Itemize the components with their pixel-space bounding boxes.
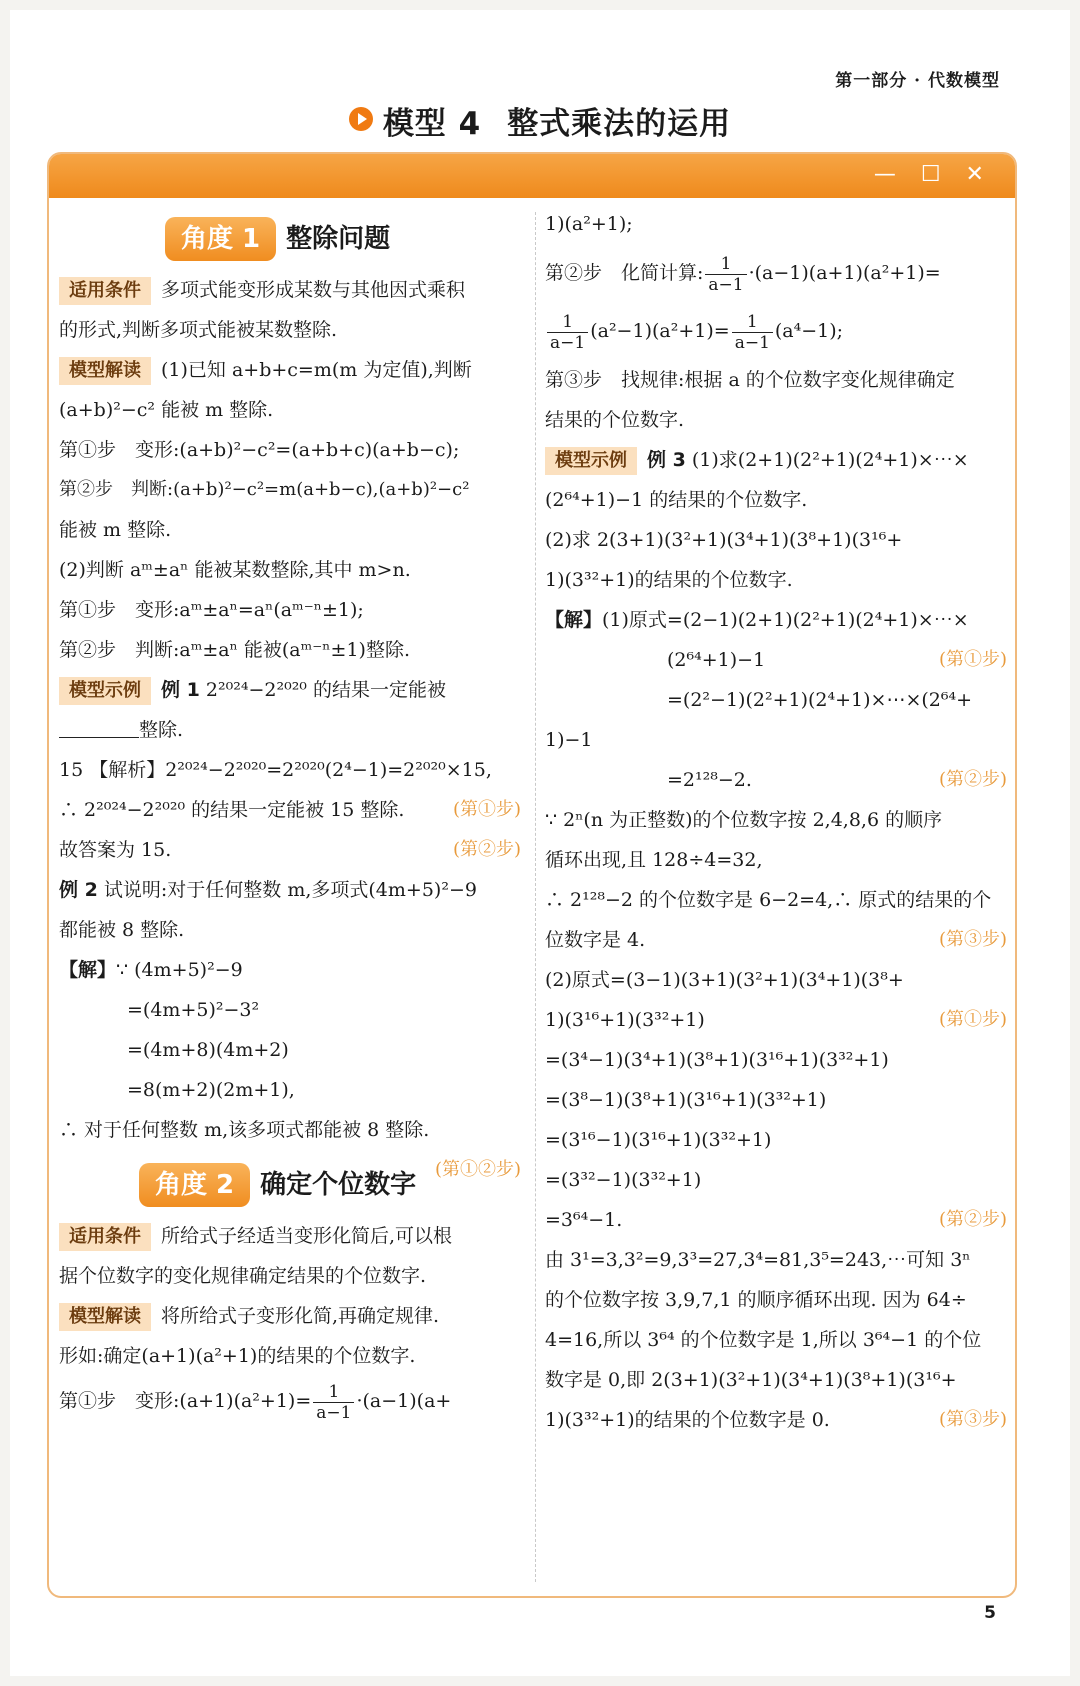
text-line: (2)判断 aᵐ±aⁿ 能被某数整除,其中 m>n. bbox=[59, 559, 411, 581]
step-marker: (第③步) bbox=[938, 1409, 1007, 1430]
step-marker: (第①步) bbox=[452, 799, 521, 820]
denominator: a−1 bbox=[734, 332, 770, 353]
page-number: 5 bbox=[984, 1603, 996, 1623]
text-line bbox=[545, 244, 1007, 302]
text-line bbox=[545, 1400, 1007, 1440]
section-header: 第一部分 · 代数模型 bbox=[835, 71, 1000, 91]
text-line bbox=[59, 870, 521, 910]
example-label: 例 2 bbox=[59, 879, 98, 901]
text-line: (2)原式=(3−1)(3+1)(3²+1)(3⁴+1)(3⁸+ bbox=[545, 969, 904, 991]
text-line: 第①步 变形:(a+b)²−c²=(a+b+c)(a+b−c); bbox=[59, 439, 460, 461]
text: 第②步 化简计算: bbox=[545, 262, 704, 284]
text-line bbox=[59, 1216, 521, 1256]
text: (2⁶⁴+1)−1 bbox=[667, 649, 766, 671]
text-line: 由 3¹=3,3²=9,3³=27,3⁴=81,3⁵=243,⋯可知 3ⁿ bbox=[545, 1249, 971, 1271]
text: (1)已知 a+b+c=m(m 为定值),判断 bbox=[161, 359, 472, 381]
step-marker: (第②步) bbox=[452, 839, 521, 860]
text: ·(a−1)(a+1)(a²+1)= bbox=[748, 262, 941, 284]
text-line: 能被 m 整除. bbox=[59, 519, 172, 541]
text-line: 1)(3³²+1)的结果的个位数字. bbox=[545, 569, 793, 591]
text: 试说明:对于任何整数 m,多项式(4m+5)²−9 bbox=[103, 879, 477, 901]
text-line: 形如:确定(a+1)(a²+1)的结果的个位数字. bbox=[59, 1345, 416, 1367]
text-line: 4=16,所以 3⁶⁴ 的个位数字是 1,所以 3⁶⁴−1 的个位 bbox=[545, 1329, 982, 1351]
window-title-bar bbox=[49, 154, 1015, 198]
text-line bbox=[545, 920, 1007, 960]
text-line: =(3⁸−1)(3⁸+1)(3¹⁶+1)(3³²+1) bbox=[545, 1089, 827, 1111]
text-line: ∴ 对于任何整数 m,该多项式都能被 8 整除. bbox=[59, 1119, 430, 1141]
text-line bbox=[59, 710, 521, 750]
text-line: =(3⁴−1)(3⁴+1)(3⁸+1)(3¹⁶+1)(3³²+1) bbox=[545, 1049, 889, 1071]
text-line bbox=[545, 302, 1007, 360]
text: (1)求(2+1)(2²+1)(2⁴+1)×⋯× bbox=[691, 449, 969, 471]
text: 将所给式子变形化简,再确定规律. bbox=[161, 1305, 440, 1327]
text-line bbox=[59, 1376, 521, 1426]
numerator: 1 bbox=[313, 1382, 354, 1403]
text-line: 第③步 找规律:根据 a 的个位数字变化规律确定 bbox=[545, 369, 955, 391]
text-line bbox=[545, 640, 1007, 680]
step-marker: (第②步) bbox=[938, 1209, 1007, 1230]
text: 2²⁰²⁴−2²⁰²⁰ 的结果一定能被 bbox=[205, 679, 446, 701]
text-line: 1)(a²+1); bbox=[545, 213, 633, 235]
condition-tag: 适用条件 bbox=[59, 1223, 151, 1251]
text-line: 循环出现,且 128÷4=32, bbox=[545, 849, 763, 871]
step-marker: (第②步) bbox=[938, 769, 1007, 790]
text: =2¹²⁸−2. bbox=[667, 769, 752, 791]
text: 第①步 变形:(a+1)(a²+1)= bbox=[59, 1390, 312, 1412]
page-title bbox=[0, 98, 1080, 143]
text: 多项式能变形成某数与其他因式乘积 bbox=[161, 279, 466, 301]
text: ∵ (4m+5)²−9 bbox=[116, 959, 243, 981]
example-label: 例 3 bbox=[647, 449, 686, 471]
text-line bbox=[545, 1000, 1007, 1040]
solution-label: 【解】 bbox=[59, 959, 117, 981]
text: (a⁴−1); bbox=[774, 320, 844, 342]
text: 整除. bbox=[139, 719, 184, 741]
text-line: 第②步 判断:(a+b)²−c²=m(a+b−c),(a+b)²−c² bbox=[59, 479, 470, 500]
text: ·(a−1)(a+ bbox=[356, 1390, 452, 1412]
text-line: 1)−1 bbox=[545, 729, 593, 751]
example-tag: 模型示例 bbox=[545, 447, 637, 475]
solution-label: 【解】 bbox=[545, 609, 603, 631]
fraction bbox=[547, 312, 588, 353]
step-marker: (第①②步) bbox=[434, 1159, 521, 1180]
text-line bbox=[59, 1296, 521, 1336]
text-line bbox=[545, 600, 1007, 640]
fraction bbox=[313, 1382, 354, 1423]
text: (a²−1)(a²+1)= bbox=[590, 320, 730, 342]
text: (1)原式=(2−1)(2+1)(2²+1)(2⁴+1)×⋯× bbox=[602, 609, 969, 631]
denominator: a−1 bbox=[550, 332, 586, 353]
text-line: ∴ 2¹²⁸−2 的个位数字是 6−2=4,∴ 原式的结果的个 bbox=[545, 889, 992, 911]
example-tag: 模型示例 bbox=[59, 677, 151, 705]
angle-2-badge: 角度 2 bbox=[139, 1163, 250, 1207]
answer-blank bbox=[59, 717, 139, 738]
reading-tag: 模型解读 bbox=[59, 1303, 151, 1331]
text: 1)(3³²+1)的结果的个位数字是 0. bbox=[545, 1409, 830, 1431]
reading-tag: 模型解读 bbox=[59, 357, 151, 385]
text-line: (a+b)²−c² 能被 m 整除. bbox=[59, 399, 274, 421]
title-text: 整式乘法的运用 bbox=[507, 106, 732, 142]
text-line bbox=[545, 440, 1007, 480]
text-line: 都能被 8 整除. bbox=[59, 919, 185, 941]
step-marker: (第③步) bbox=[938, 929, 1007, 950]
fraction bbox=[732, 312, 773, 353]
numerator: 1 bbox=[547, 312, 588, 333]
text-line: ∵ 2ⁿ(n 为正整数)的个位数字按 2,4,8,6 的顺序 bbox=[545, 809, 943, 831]
text: ∴ 2²⁰²⁴−2²⁰²⁰ 的结果一定能被 15 整除. bbox=[59, 799, 405, 821]
numerator: 1 bbox=[705, 254, 746, 275]
text: 位数字是 4. bbox=[545, 929, 646, 951]
title-number: 模型 4 bbox=[382, 106, 482, 142]
text: 所给式子经适当变形化简后,可以根 bbox=[161, 1225, 453, 1247]
text-line bbox=[545, 760, 1007, 800]
numerator: 1 bbox=[732, 312, 773, 333]
window-controls-icon[interactable]: — ☐ ✕ bbox=[873, 162, 993, 187]
text-line: 第①步 变形:aᵐ±aⁿ=aⁿ(aᵐ⁻ⁿ±1); bbox=[59, 599, 364, 621]
text-line: =(4m+8)(4m+2) bbox=[127, 1039, 289, 1061]
text-line: 数字是 0,即 2(3+1)(3²+1)(3⁴+1)(3⁸+1)(3¹⁶+ bbox=[545, 1369, 957, 1391]
text-line: 的形式,判断多项式能被某数整除. bbox=[59, 319, 338, 341]
right-column bbox=[545, 204, 1007, 1440]
text-line bbox=[59, 670, 521, 710]
text-line: =(3¹⁶−1)(3¹⁶+1)(3³²+1) bbox=[545, 1129, 772, 1151]
content-window bbox=[47, 152, 1017, 1598]
angle-1-title: 整除问题 bbox=[286, 224, 391, 254]
text-line: (2)求 2(3+1)(3²+1)(3⁴+1)(3⁸+1)(3¹⁶+ bbox=[545, 529, 903, 551]
column-divider bbox=[535, 212, 536, 1582]
text-line: 的个位数字按 3,9,7,1 的顺序循环出现. 因为 64÷ bbox=[545, 1289, 967, 1311]
text-line bbox=[59, 950, 521, 990]
text-line: =(3³²−1)(3³²+1) bbox=[545, 1169, 702, 1191]
text-line bbox=[59, 350, 521, 390]
angle-1-heading bbox=[59, 212, 521, 266]
text-line bbox=[59, 270, 521, 310]
text-line bbox=[545, 1200, 1007, 1240]
fraction bbox=[705, 254, 746, 295]
step-marker: (第①步) bbox=[938, 649, 1007, 670]
text: 1)(3¹⁶+1)(3³²+1) bbox=[545, 1009, 705, 1031]
step-marker: (第①步) bbox=[938, 1009, 1007, 1030]
text-line: 据个位数字的变化规律确定结果的个位数字. bbox=[59, 1265, 427, 1287]
text-line: 第②步 判断:aᵐ±aⁿ 能被(aᵐ⁻ⁿ±1)整除. bbox=[59, 639, 410, 661]
condition-tag: 适用条件 bbox=[59, 277, 151, 305]
example-label: 例 1 bbox=[161, 679, 200, 701]
text-line: (2⁶⁴+1)−1 的结果的个位数字. bbox=[545, 489, 808, 511]
text-line: 故答案为 15. bbox=[59, 839, 172, 861]
play-icon bbox=[349, 107, 373, 131]
text: =3⁶⁴−1. bbox=[545, 1209, 623, 1231]
left-column bbox=[59, 204, 521, 1426]
denominator: a−1 bbox=[316, 1402, 352, 1423]
angle-1-badge: 角度 1 bbox=[165, 217, 276, 261]
text-line: =8(m+2)(2m+1), bbox=[127, 1079, 295, 1101]
denominator: a−1 bbox=[708, 274, 744, 295]
text-line: 结果的个位数字. bbox=[545, 409, 685, 431]
text-line: =(2²−1)(2²+1)(2⁴+1)×⋯×(2⁶⁴+ bbox=[667, 689, 973, 711]
text-line: =(4m+5)²−3² bbox=[127, 999, 260, 1021]
text-line: 15 【解析】2²⁰²⁴−2²⁰²⁰=2²⁰²⁰(2⁴−1)=2²⁰²⁰×15, bbox=[59, 759, 492, 781]
angle-2-title: 确定个位数字 bbox=[260, 1170, 417, 1200]
